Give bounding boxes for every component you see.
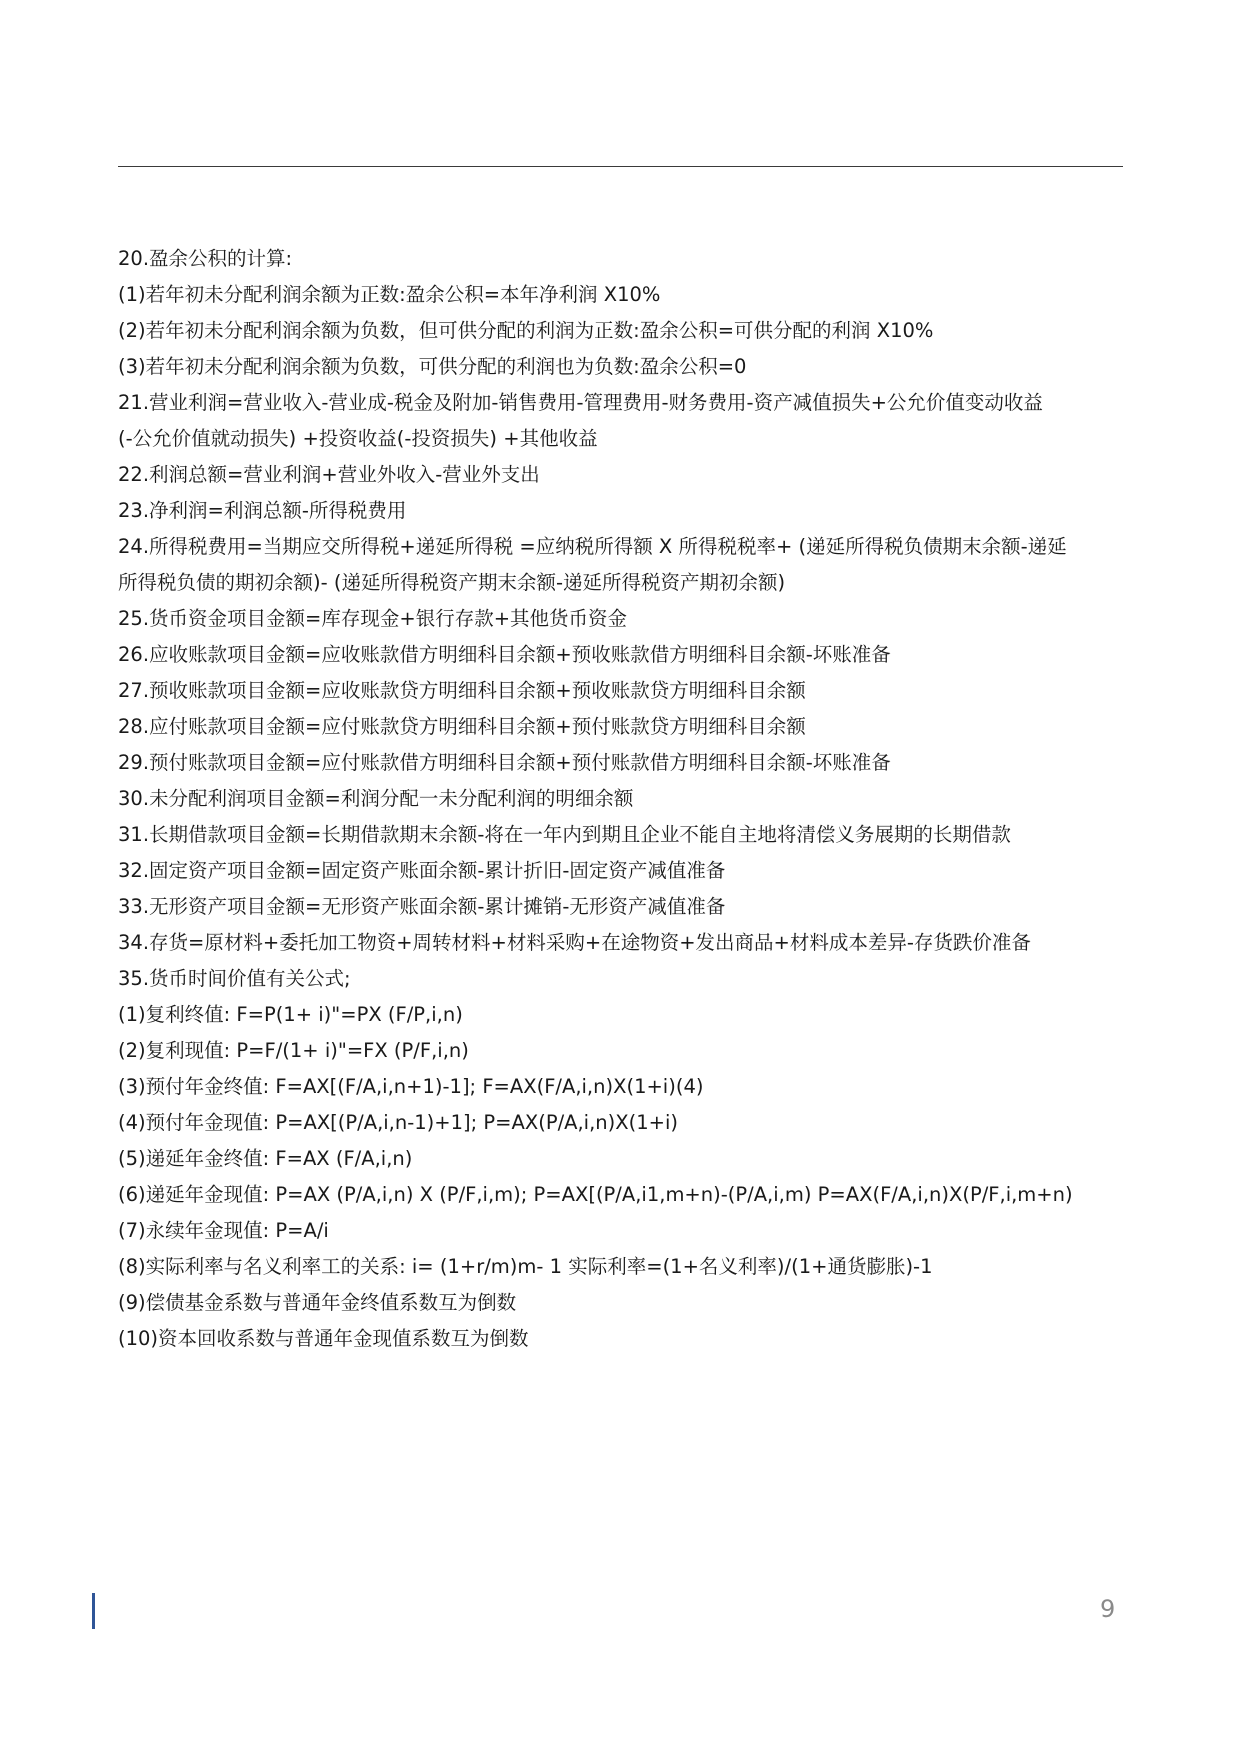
text-line: 32.固定资产项目金额=固定资产账面余额-累计折旧-固定资产减值准备 xyxy=(118,859,726,882)
text-line: 26.应收账款项目金额=应收账款借方明细科目余额+预收账款借方明细科目余额-坏账准备 xyxy=(118,643,891,666)
text-line: 25.货币资金项目金额=库存现金+银行存款+其他货币资金 xyxy=(118,607,628,630)
text-line: 28.应付账款项目金额=应付账款贷方明细科目余额+预付账款贷方明细科目余额 xyxy=(118,715,806,738)
text-line: (2)复利现值: P=F/(1+ i)"=FX (P/F,i,n) xyxy=(118,1039,469,1062)
header-divider xyxy=(118,166,1123,167)
text-line: (1)若年初未分配利润余额为正数:盈余公积=本年净利润 X10% xyxy=(118,283,661,306)
text-line: 23.净利润=利润总额-所得税费用 xyxy=(118,499,407,522)
text-line: 34.存货=原材料+委托加工物资+周转材料+材料采购+在途物资+发出商品+材料成本差异-存货跌价准备 xyxy=(118,931,1031,954)
footer-accent-bar xyxy=(92,1593,95,1629)
text-line: 22.利润总额=营业利润+营业外收入-营业外支出 xyxy=(118,463,540,486)
text-line: 27.预收账款项目金额=应收账款贷方明细科目余额+预收账款贷方明细科目余额 xyxy=(118,679,806,702)
text-line: (2)若年初未分配利润余额为负数，但可供分配的利润为正数:盈余公积=可供分配的利润 X10% xyxy=(118,319,934,342)
text-line: (9)偿债基金系数与普通年金终值系数互为倒数 xyxy=(118,1291,517,1314)
page-body xyxy=(118,241,1128,1357)
text-line: 35.货币时间价值有关公式; xyxy=(118,967,351,990)
text-line: (3)预付年金终值: F=AX[(F/A,i,n+1)-1]; F=AX(F/A,i,n)X(1+i)(4) xyxy=(118,1075,704,1098)
text-line: 24.所得税费用=当期应交所得税+递延所得税 =应纳税所得额 X 所得税税率+ (递延所得税负债期末余额-递延 xyxy=(118,535,1067,558)
text-line: 33.无形资产项目金额=无形资产账面余额-累计摊销-无形资产减值准备 xyxy=(118,895,726,918)
text-line: 31.长期借款项目金额=长期借款期末余额-将在一年内到期且企业不能自主地将清偿义务展期的长期借款 xyxy=(118,823,1011,846)
text-line: 30.未分配利润项目金额=利润分配一未分配利润的明细余额 xyxy=(118,787,634,810)
text-line: 29.预付账款项目金额=应付账款借方明细科目余额+预付账款借方明细科目余额-坏账准备 xyxy=(118,751,891,774)
page-number: 9 xyxy=(1100,1595,1116,1623)
text-line: (8)实际利率与名义利率工的关系: i= (1+r/m)m- 1 实际利率=(1+名义利率)/(1+通货膨胀)-1 xyxy=(118,1255,933,1278)
text-line: 21.营业利润=营业收入-营业成-税金及附加-销售费用-管理费用-财务费用-资产减值损失+公允价值变动收益 xyxy=(118,391,1043,414)
text-line: (6)递延年金现值: P=AX (P/A,i,n) X (P/F,i,m); P=AX[(P/A,i1,m+n)-(P/A,i,m) P=AX(F/A,i,n)X(P/F,i,m+n) xyxy=(118,1183,1073,1206)
text-line: (3)若年初未分配利润余额为负数，可供分配的利润也为负数:盈余公积=0 xyxy=(118,355,747,378)
text-line: 20.盈余公积的计算: xyxy=(118,247,293,270)
text-line: (7)永续年金现值: P=A/i xyxy=(118,1219,329,1242)
text-line: (10)资本回收系数与普通年金现值系数互为倒数 xyxy=(118,1327,529,1350)
text-line: (1)复利终值: F=P(1+ i)"=PX (F/P,i,n) xyxy=(118,1003,463,1026)
text-line: (4)预付年金现值: P=AX[(P/A,i,n-1)+1]; P=AX(P/A,i,n)X(1+i) xyxy=(118,1111,679,1134)
text-line: 所得税负债的期初余额)- (递延所得税资产期末余额-递延所得税资产期初余额) xyxy=(118,571,786,594)
text-line: (5)递延年金终值: F=AX (F/A,i,n) xyxy=(118,1147,413,1170)
text-line: (-公允价值就动损失) +投资收益(-投资损失) +其他收益 xyxy=(118,427,598,450)
